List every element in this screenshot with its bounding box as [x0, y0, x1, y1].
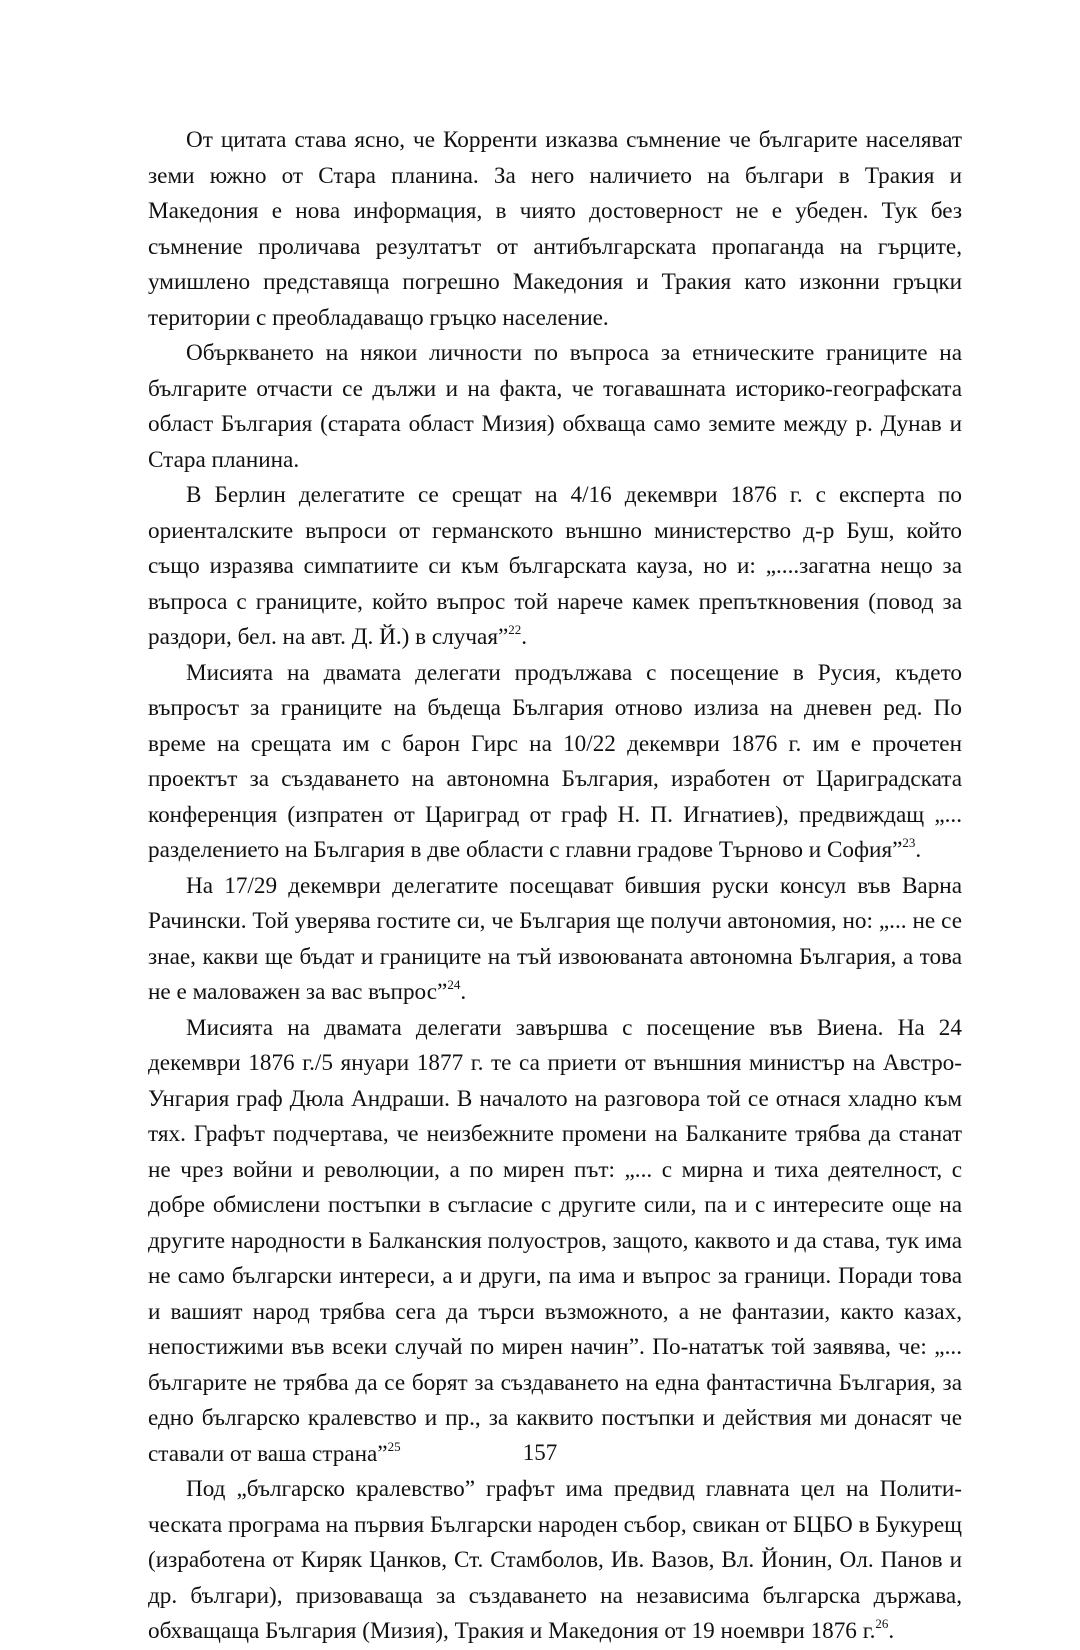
paragraph-2: [148, 336, 962, 478]
paragraph-tail: .: [521, 624, 528, 650]
paragraph-text: В Берлин делегатите се срещат на 4/16 декември 1876 г. с експерта по ориенталските въпроси от германското външно министерство д-р Буш, който също изразява симпатиите си към българската кауза, но и: „....загатна нещо за въпроса с границите, който въпрос той нарече камек препъткновения (повод за раздори, бел. на авт. Д. Й.) в случая”: [148, 482, 962, 650]
paragraph-text: На 17/29 декември делегатите посещават бившия руски консул във Варна Рачински. Той уверява гостите си, че България ще получи автономия, но: „... не се знае, какви ще бъдат и границите на тъй извоюваната автономна България, а това не е маловажен за вас въпрос”: [148, 872, 962, 1005]
paragraph-1: [148, 123, 962, 336]
body-text: [148, 123, 962, 1650]
paragraph-6: [148, 1011, 962, 1473]
paragraph-text: Мисията на двамата делегати завършва с посещение във Виена. На 24 декември 1876 г./5 януари 1877 г. те са приети от външния министър на Австро-Унгария граф Дюла Андраши. В началото на разговора той се отнася хладно към тях. Графът подчертава, че неизбежните промени на Балканите трябва да станат не чрез войни и революции, а по мирен път: „... с мирна и тиха деятелност, с добре обмислени постъпки в съгласие с другите сили, па и с интересите още на другите народности в Балканския полуостров, защото, каквото и да става, тук има не само български интереси, а и други, па има и въпрос за граници. Поради това и вашият народ трябва сега да търси възможното, а не фантазии, както казах, непостижими във всеки случай по мирен начин”. По-нататък той заявява, че: „... българите не трябва да се борят за създаването на една фантастична България, за едно българско кралевство и пр., за каквито постъпки и действия ми донасят че ставали от ваша страна”: [148, 1014, 962, 1467]
paragraph-tail: .: [888, 1618, 895, 1644]
paragraph-text: Под „българско кралевство” графът има предвид главната цел на Политическата програма на първия Български народен събор, свикан от БЦБО в Букурещ (изработена от Киряк Цанков, Ст. Стамболов, Ив. Вазов, Вл. Йонин, Ол. Панов и др. българи), призоваваща за създаването на независима българска държава, обхващаща България (Мизия), Тракия и Македония от 19 ноември 1876 г.: [148, 1476, 962, 1644]
footnote-ref-22[interactable]: 22: [508, 622, 522, 638]
footnote-ref-25[interactable]: 25: [387, 1438, 401, 1454]
footnote-ref-26[interactable]: 26: [875, 1616, 889, 1632]
footnote-ref-24[interactable]: 24: [447, 977, 461, 993]
footnote-ref-23[interactable]: 23: [902, 835, 916, 851]
paragraph-text: Объркването на някои личности по въпроса за етническите границите на българите отчасти се дължи и на факта, че тогавашната историко-географската област България (старата област Мизия) обхваща само земите между р. Дунав и Стара планина.: [148, 340, 962, 473]
paragraph-text: Мисията на двамата делегати продължава с посещение в Русия, където въпросът за границите на бъдеща България отново излиза на дневен ред. По време на срещата им с барон Гирс на 10/22 декември 1876 г. им е прочетен проектът за създаването на автономна България, изработен от Цариградската конференция (изпратен от Цариград от граф Н. П. Игнатиев), предвиждащ „... разделението на България в две области с главни градове Търново и София”: [148, 659, 962, 863]
paragraph-3: [148, 478, 962, 656]
paragraph-7: [148, 1472, 962, 1650]
paragraph-tail: .: [460, 979, 467, 1005]
paragraph-5: [148, 869, 962, 1011]
paragraph-4: [148, 656, 962, 869]
paragraph-tail: .: [915, 837, 922, 863]
page-number: 157: [522, 1440, 558, 1465]
paragraph-text: От цитата става ясно, че Корренти изказва съмнение че българите населяват земи южно от Стара планина. За него наличието на българи в Тракия и Македония е нова информация, в чиято достоверност не е убеден. Тук без съмнение проличава резултатът от антибългарската пропаганда на гърците, умишлено представяща погрешно Македония и Тракия като изконни гръцки територии с преобладаващо гръцко население.: [148, 127, 962, 331]
